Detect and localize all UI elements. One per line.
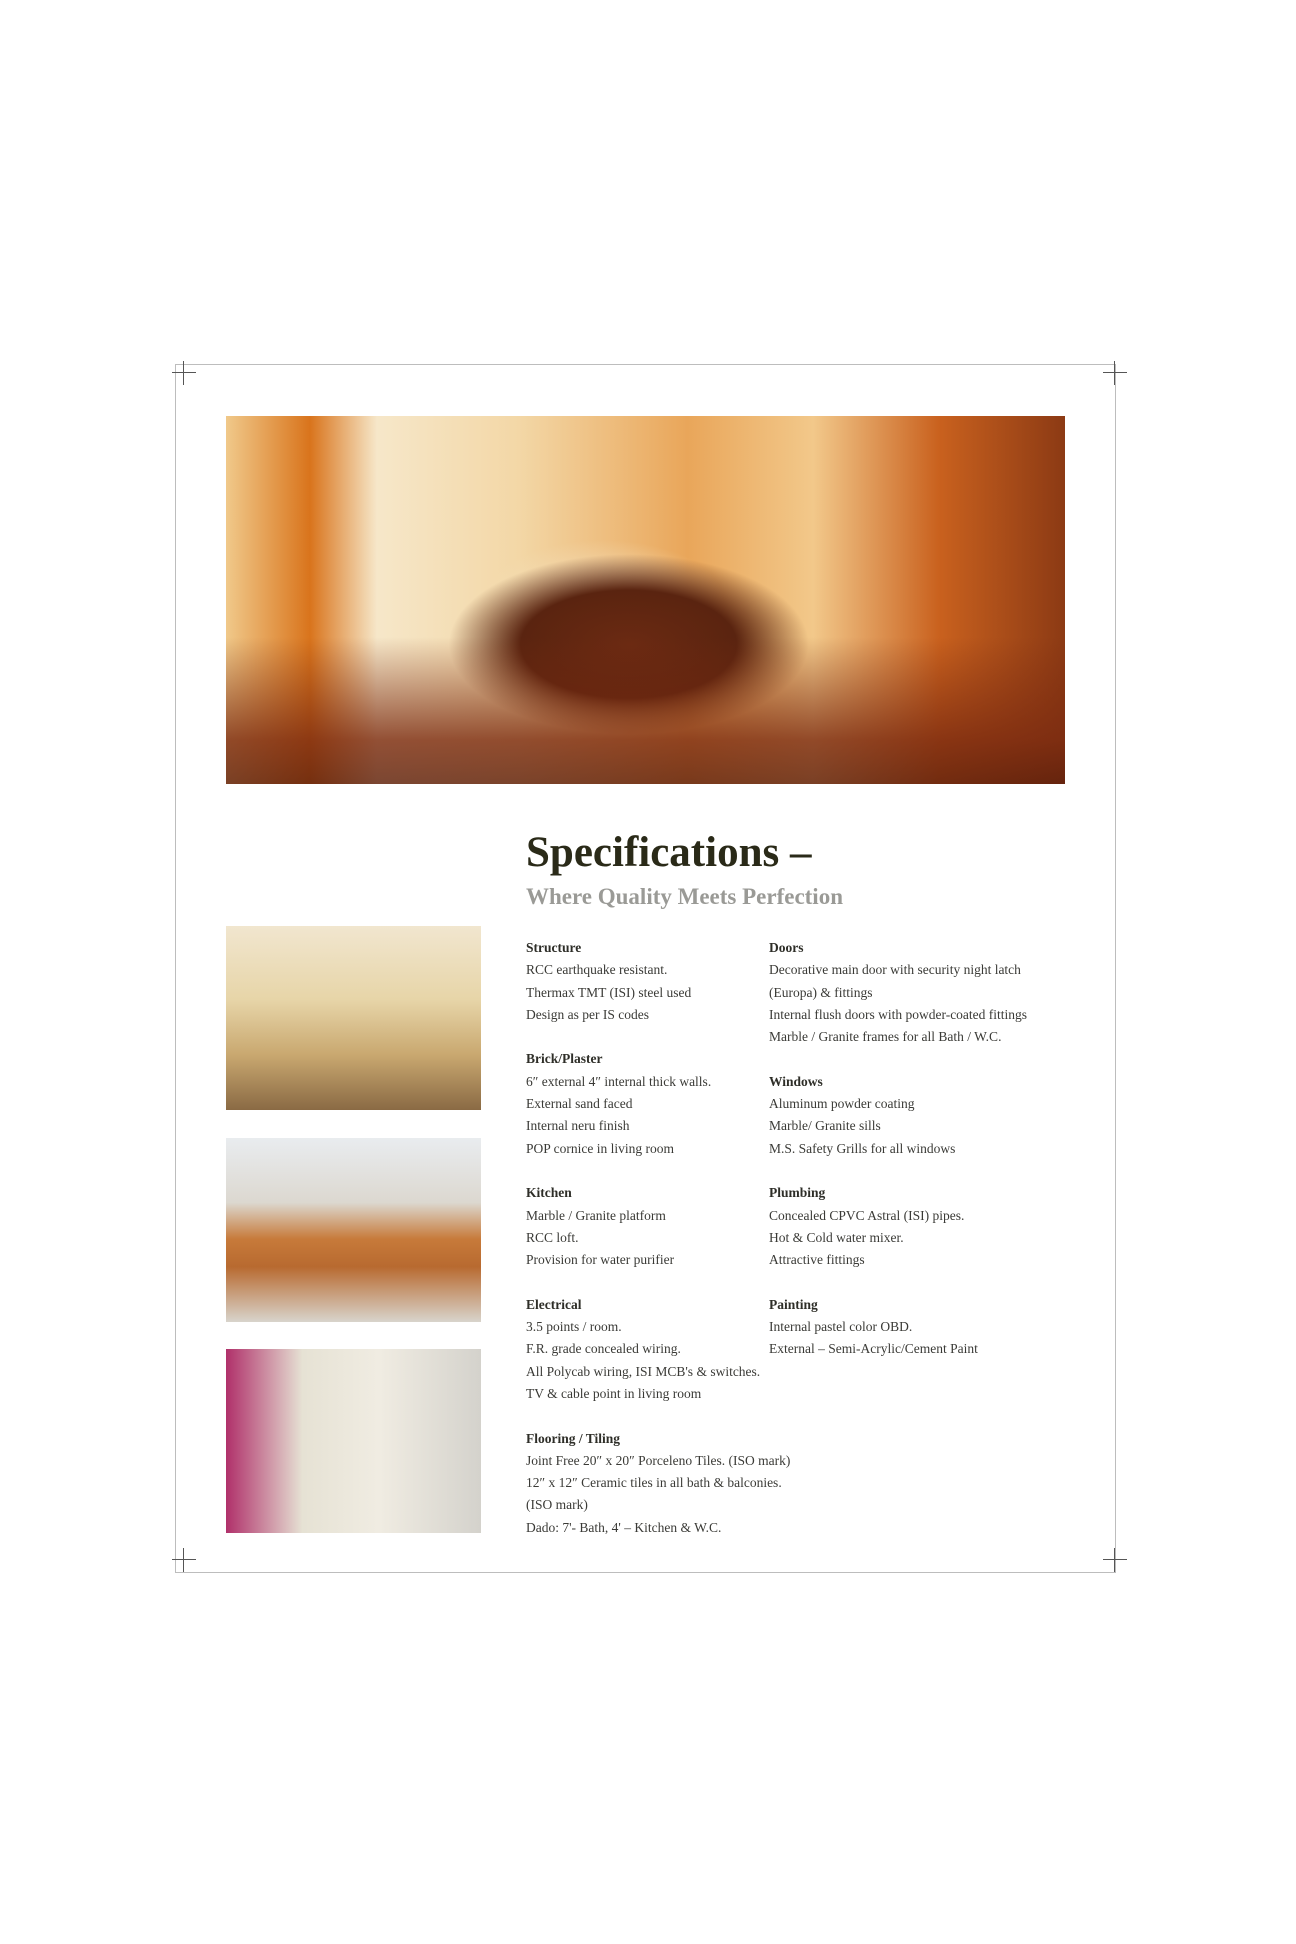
spec-item: External sand faced	[526, 1096, 633, 1112]
crop-mark-bottom-left	[172, 1548, 196, 1572]
crop-mark-bottom-right	[1103, 1548, 1127, 1572]
spec-heading: Painting	[769, 1296, 818, 1312]
page-title: Specifications –	[526, 829, 812, 876]
spec-heading: Plumbing	[769, 1185, 826, 1201]
spec-item: 6″ external 4″ internal thick walls.	[526, 1073, 712, 1089]
spec-section	[526, 1428, 790, 1539]
spec-item: Joint Free 20″ x 20″ Porceleno Tiles. (ISO mark)	[526, 1452, 791, 1468]
spec-item: M.S. Safety Grills for all windows	[769, 1140, 956, 1156]
spec-item: Internal flush doors with powder-coated fittings	[769, 1006, 1028, 1022]
spec-heading: Flooring / Tiling	[526, 1430, 621, 1446]
spec-item: Dado: 7'- Bath, 4' – Kitchen & W.C.	[526, 1519, 722, 1535]
spec-item: Thermax TMT (ISI) steel used	[526, 984, 692, 1000]
spec-item: All Polycab wiring, ISI MCB's & switches.	[526, 1363, 761, 1379]
spec-item: 3.5 points / room.	[526, 1319, 622, 1335]
spec-item: RCC loft.	[526, 1229, 579, 1245]
specs-right-column	[769, 937, 1027, 1383]
spec-item: TV & cable point in living room	[526, 1385, 702, 1401]
spec-item: Provision for water purifier	[526, 1252, 675, 1268]
spec-item: Marble/ Granite sills	[769, 1118, 881, 1134]
spec-section	[526, 937, 790, 1026]
spec-item: Aluminum powder coating	[769, 1096, 915, 1112]
spec-item: Marble / Granite frames for all Bath / W.C.	[769, 1029, 1002, 1045]
spec-item: Attractive fittings	[769, 1252, 865, 1268]
spec-item: Design as per IS codes	[526, 1006, 649, 1022]
spec-section	[526, 1048, 790, 1159]
spec-heading: Brick/Plaster	[526, 1051, 603, 1067]
lounge-thumbnail	[226, 1349, 481, 1533]
spec-heading: Structure	[526, 940, 582, 955]
crop-mark-top-right	[1103, 361, 1127, 385]
spec-heading: Windows	[769, 1073, 823, 1089]
spec-item: Concealed CPVC Astral (ISI) pipes.	[769, 1207, 965, 1223]
spec-section	[769, 1071, 1027, 1160]
spec-item: (Europa) & fittings	[769, 984, 873, 1000]
spec-section	[769, 1294, 1027, 1361]
spec-section	[526, 1294, 790, 1405]
spec-item: Decorative main door with security night latch	[769, 962, 1021, 978]
hero-living-room-photo	[226, 416, 1065, 784]
spec-item: POP cornice in living room	[526, 1140, 674, 1156]
spec-heading: Electrical	[526, 1296, 582, 1312]
spec-section	[526, 1182, 790, 1271]
spec-item: Internal neru finish	[526, 1118, 630, 1134]
spec-heading: Doors	[769, 940, 804, 955]
spec-item: Marble / Granite platform	[526, 1207, 666, 1223]
spec-section	[769, 1182, 1027, 1271]
spec-item: 12″ x 12″ Ceramic tiles in all bath & balconies.	[526, 1475, 782, 1491]
specs-left-column	[526, 937, 790, 1561]
page-subtitle: Where Quality Meets Perfection	[526, 884, 843, 909]
spec-section	[769, 937, 1027, 1048]
spec-item: Internal pastel color OBD.	[769, 1319, 913, 1335]
living-room-thumbnail	[226, 926, 481, 1110]
spec-heading: Kitchen	[526, 1185, 572, 1201]
spec-item: (ISO mark)	[526, 1497, 588, 1513]
spec-item: RCC earthquake resistant.	[526, 962, 668, 978]
spec-item: External – Semi-Acrylic/Cement Paint	[769, 1341, 978, 1357]
spec-item: F.R. grade concealed wiring.	[526, 1341, 681, 1357]
spec-item: Hot & Cold water mixer.	[769, 1229, 904, 1245]
crop-mark-top-left	[172, 361, 196, 385]
kitchen-thumbnail	[226, 1138, 481, 1322]
